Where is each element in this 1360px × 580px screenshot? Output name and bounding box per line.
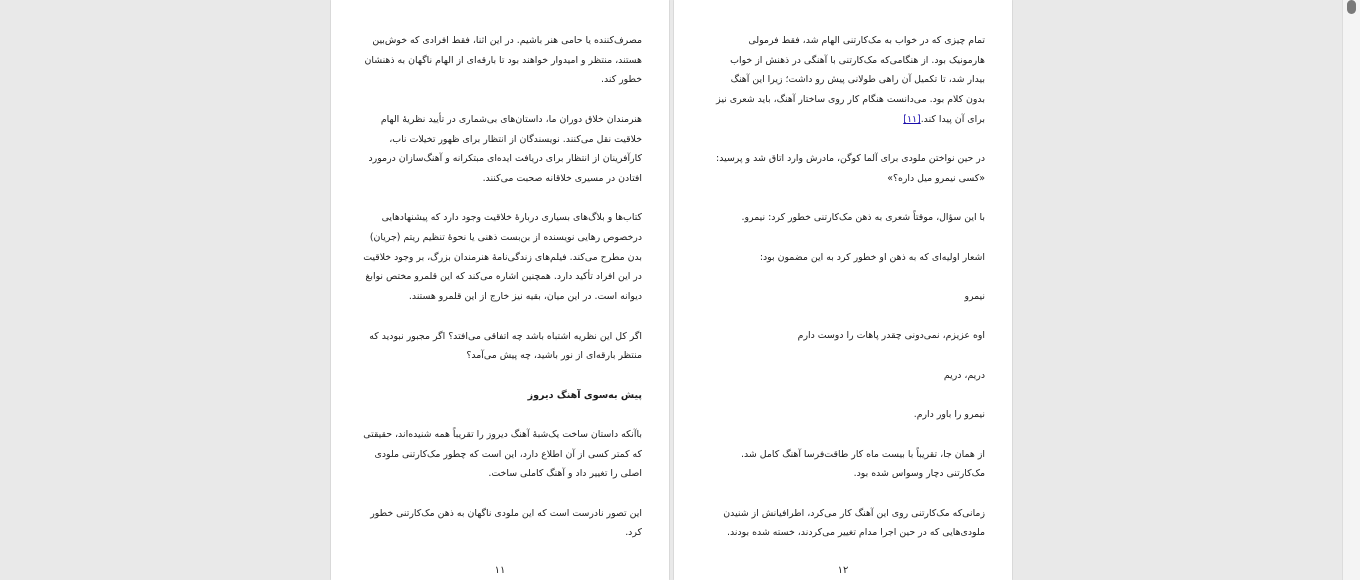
footnote-link[interactable]: [۱۱] xyxy=(903,113,921,125)
section-heading: پیش به‌سوی آهنگ دیروز xyxy=(527,389,642,401)
vertical-scrollbar[interactable] xyxy=(1342,0,1360,580)
paragraph: مصرف‌کننده یا حامی هنر باشیم. در این اثنا، فقط افرادی که خوش‌بین هستند، منتظر و امیدوار خواهند بود تا بارقه‌ای از الهام ناگهان به ذهنشان خطور کند. xyxy=(364,35,642,86)
page-11 xyxy=(331,0,669,580)
page-12 xyxy=(674,0,1012,580)
poem-line: اوه عزیزم، نمی‌دونی چقدر پاهات را دوست دارم xyxy=(797,330,985,342)
paragraph: هنرمندان خلاق دوران ما، داستان‌های بی‌شماری در تأیید نظریهٔ الهام خلاقیت نقل می‌کنند. نویسندگان از انتظار برای ظهور تخیلات ناب، کارآفرینان از انتظار برای دریافت ایده‌ای مبتکرانه و آهنگ‌سازان درمورد افتادن در مسیری خلاقانه صحبت می‌کنند. xyxy=(368,113,642,184)
poem-line: نیمرو را باور دارم. xyxy=(913,409,985,421)
paragraph: از همان جا، تقریباً با بیست ماه کار طاقت‌فرسا آهنگ کامل شد. مک‌کارتنی دچار وسواس شده بود. xyxy=(741,448,985,480)
poem-line: دریم، دریم xyxy=(943,369,985,381)
paragraph: کتاب‌ها و بلاگ‌های بسیاری دربارهٔ خلاقیت وجود دارد که پیشنهادهایی درخصوص رهایی نویسنده از بن‌بست ذهنی یا نحوهٔ تنظیم ریتم (جریان) بدن مطرح می‌کند. فیلم‌های زندگی‌نامهٔ هنرمندان بزرگ، بر وجود خلاقیت در این افراد تأکید دارد. همچنین اشاره می‌کند که این قلمرو مختص نوابغ دیوانه است. در این میان، بقیه نیز خارج از این قلمرو هستند. xyxy=(363,212,642,303)
paragraph: با این سؤال، موقتاً شعری به ذهن مک‌کارتنی خطور کرد: نیمرو. xyxy=(741,212,985,224)
paragraph: در حین نواختن ملودی برای آلما کوگن، مادرش وارد اتاق شد و پرسید: «کسی نیمرو میل داره؟» xyxy=(716,153,985,184)
page-number: ۱۱ xyxy=(494,565,506,576)
paragraph xyxy=(712,31,985,130)
poem-line: نیمرو xyxy=(964,291,985,303)
paragraph: زمانی‌که مک‌کارتنی روی این آهنگ کار می‌کرد، اطرافیانش از شنیدن ملودی‌هایی که در حین اجرا مدام تغییر می‌کردند، خسته شده بودند. xyxy=(723,507,985,539)
scrollbar-thumb[interactable] xyxy=(1347,0,1356,14)
paragraph: باآنکه داستان ساخت یک‌شبهٔ آهنگ دیروز را تقریباً همه شنیده‌اند، حقیقتی که کمتر کسی از آن اطلاع دارد، این است که چطور مک‌کارتنی ملودی اصلی را تغییر داد و آهنگ کاملی ساخت. xyxy=(363,428,642,480)
paragraph: اشعار اولیه‌ای که به ذهن او خطور کرد به این مضمون بود: xyxy=(759,251,985,263)
paragraph: اگر کل این نظریه اشتباه باشد چه اتفاقی می‌افتد؟ اگر مجبور نبودید که منتظر بارقه‌ای از نور باشید، چه پیش می‌آمد؟ xyxy=(369,330,642,362)
page-11-text-column xyxy=(358,31,642,563)
page-number: ۱۲ xyxy=(837,565,849,576)
paragraph-text: تمام چیزی که در خواب به مک‌کارتنی الهام شد، فقط فرمولی هارمونیک بود. از هنگامی‌که مک‌کارتنی با آهنگی در ذهنش از خواب بیدار شد، تا تکمیل آن راهی طولانی پیش رو داشت؛ زیرا این آهنگ بدون کلام بود. می‌دانست هنگام کار روی ساختار آهنگ، باید شعری نیز برای آن پیدا کند. xyxy=(716,35,985,125)
paragraph: این تصور نادرست است که این ملودی ناگهان به ذهن مک‌کارتنی خطور کرد. xyxy=(370,507,642,539)
page-12-text-column xyxy=(712,31,985,563)
